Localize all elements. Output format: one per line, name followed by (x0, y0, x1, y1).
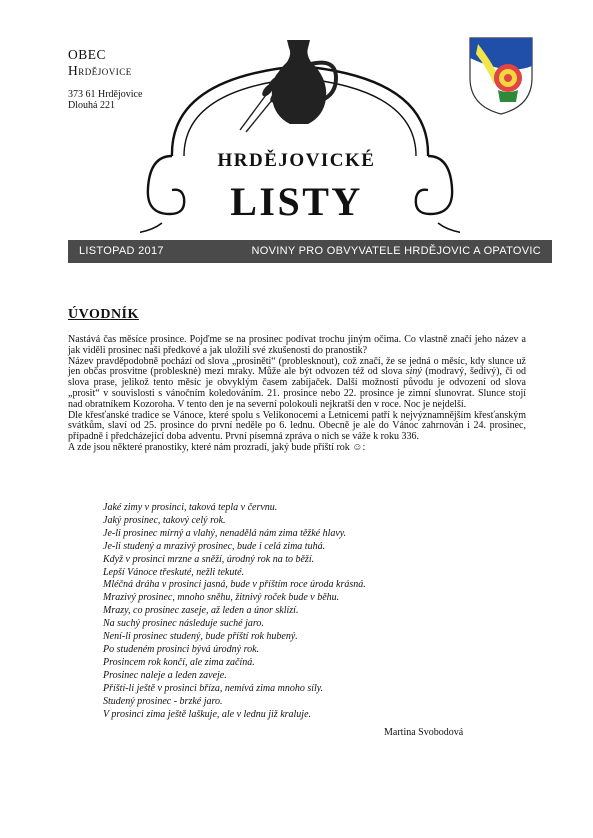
proverb: Příští-li ještě v prosinci bříza, nemívá zima mnoho síly. (103, 682, 324, 694)
article-paragraph-3: Dle křesťanské tradice se Vánoce, které spolu s Velikonocemi a Letnicemi patří k nejvýznamnějším křesťanským svátkům, slaví od 25. prosince do první neděle po 6. lednu. Obecně je ale do Vánoc zahrnován i 24. prosinec, případně i předcházející doba adventu. První písemná zpráva o nich se váže k roku 336. (68, 409, 526, 443)
article-heading: ÚVODNÍK (68, 307, 139, 322)
tagline: NOVINY PRO OBVYVATELE HRDĚJOVIC A OPATOVIC (251, 245, 541, 257)
article-paragraph-1: Nastává čas měsíce prosince. Pojďme se na prosinec podívat trochu jiným očima. Co vlastně značí jeho název a jak viděli prosinec naši předkové a jak uložili své zkušenosti do pranostik? (68, 334, 526, 356)
issue-date: LISTOPAD 2017 (79, 245, 164, 257)
address (68, 89, 142, 111)
newsletter-title-line-2: LISTY (230, 179, 363, 224)
proverb: Je-li prosinec mírný a vlahý, nenadělá nám zima těžké hlavy. (103, 527, 347, 539)
proverb: Mrazivý prosinec, mnoho sněhu, žitnivý roček bude v běhu. (103, 592, 340, 604)
proverb: Na suchý prosinec následuje suché jaro. (103, 618, 264, 630)
proverb: Když v prosinci mrzne a sněží, úrodný rok na to běží. (103, 553, 315, 565)
article-paragraph-2: Název pravděpodobně pochází od slova „prosiněti“ (problesknout), což značí, že se jedná o měsíc, kdy slunce už jen občas prosvitne (problesknė) mezi mraky. Může ale být odvozen též od slova siný (modravý, šedivý), či od slova prase, jelikož tento měsíc je obvyklým časem zabíjaček. Další možností původu je odvození od slova „prosit“ v souvislosti s vánočním koledováním. 21. prosince nebo 22. prosince je zimní slunovrat. Slunce stojí nad obratníkem Kozoroha. V tento den je na severní polokouli nejkratší den v roce. Noc je nejdelší. (68, 355, 526, 410)
proverb: Prosincem rok končí, ale zima začíná. (103, 656, 255, 668)
issue-band (68, 240, 552, 263)
proverb: Je-li studený a mrazivý prosinec, bude i celá zima tuhá. (103, 540, 326, 552)
proverb: Mrazy, co prosinec zaseje, až leden a únor sklízí. (103, 605, 299, 617)
proverb: Po studeném prosinci bývá úrodný rok. (103, 643, 260, 655)
article-paragraph-4: A zde jsou některé pranostiky, které nám prozradí, jaký bude příští rok ☺: (68, 441, 366, 453)
proverb-list (103, 502, 366, 721)
address-line-2: Dlouhá 221 (68, 100, 115, 111)
municipality-line-2: Hrdějovice (68, 63, 132, 78)
proverb: Jaké zimy v prosinci, taková tepla v červnu. (103, 502, 278, 513)
proverb: Prosinec naleje a leden zaveje. (103, 669, 227, 681)
proverb: V prosinci zima ještě laškuje, ale v lednu již kraluje. (103, 708, 312, 720)
address-line-1: 373 61 Hrdějovice (68, 89, 143, 100)
article-body (68, 335, 526, 454)
article-author: Martina Svobodová (384, 727, 464, 738)
proverb: Mléčná dráha v prosinci jasná, bude v příštím roce úroda krásná. (103, 579, 366, 591)
proverb: Studený prosinec - brzké jaro. (103, 695, 223, 707)
municipality-line-1: OBEC (68, 47, 107, 62)
proverb: Lepší Vánoce třeskuté, nežli tekuté. (103, 566, 245, 578)
newsletter-title-line-1: HRDĚJOVICKÉ (217, 150, 376, 171)
municipality-name (68, 47, 132, 79)
coat-of-arms-logo (468, 36, 534, 116)
proverb: Není-li prosinec studený, bude příští rok hubený. (103, 631, 298, 643)
proverb: Jaký prosinec, takový celý rok. (103, 514, 226, 526)
